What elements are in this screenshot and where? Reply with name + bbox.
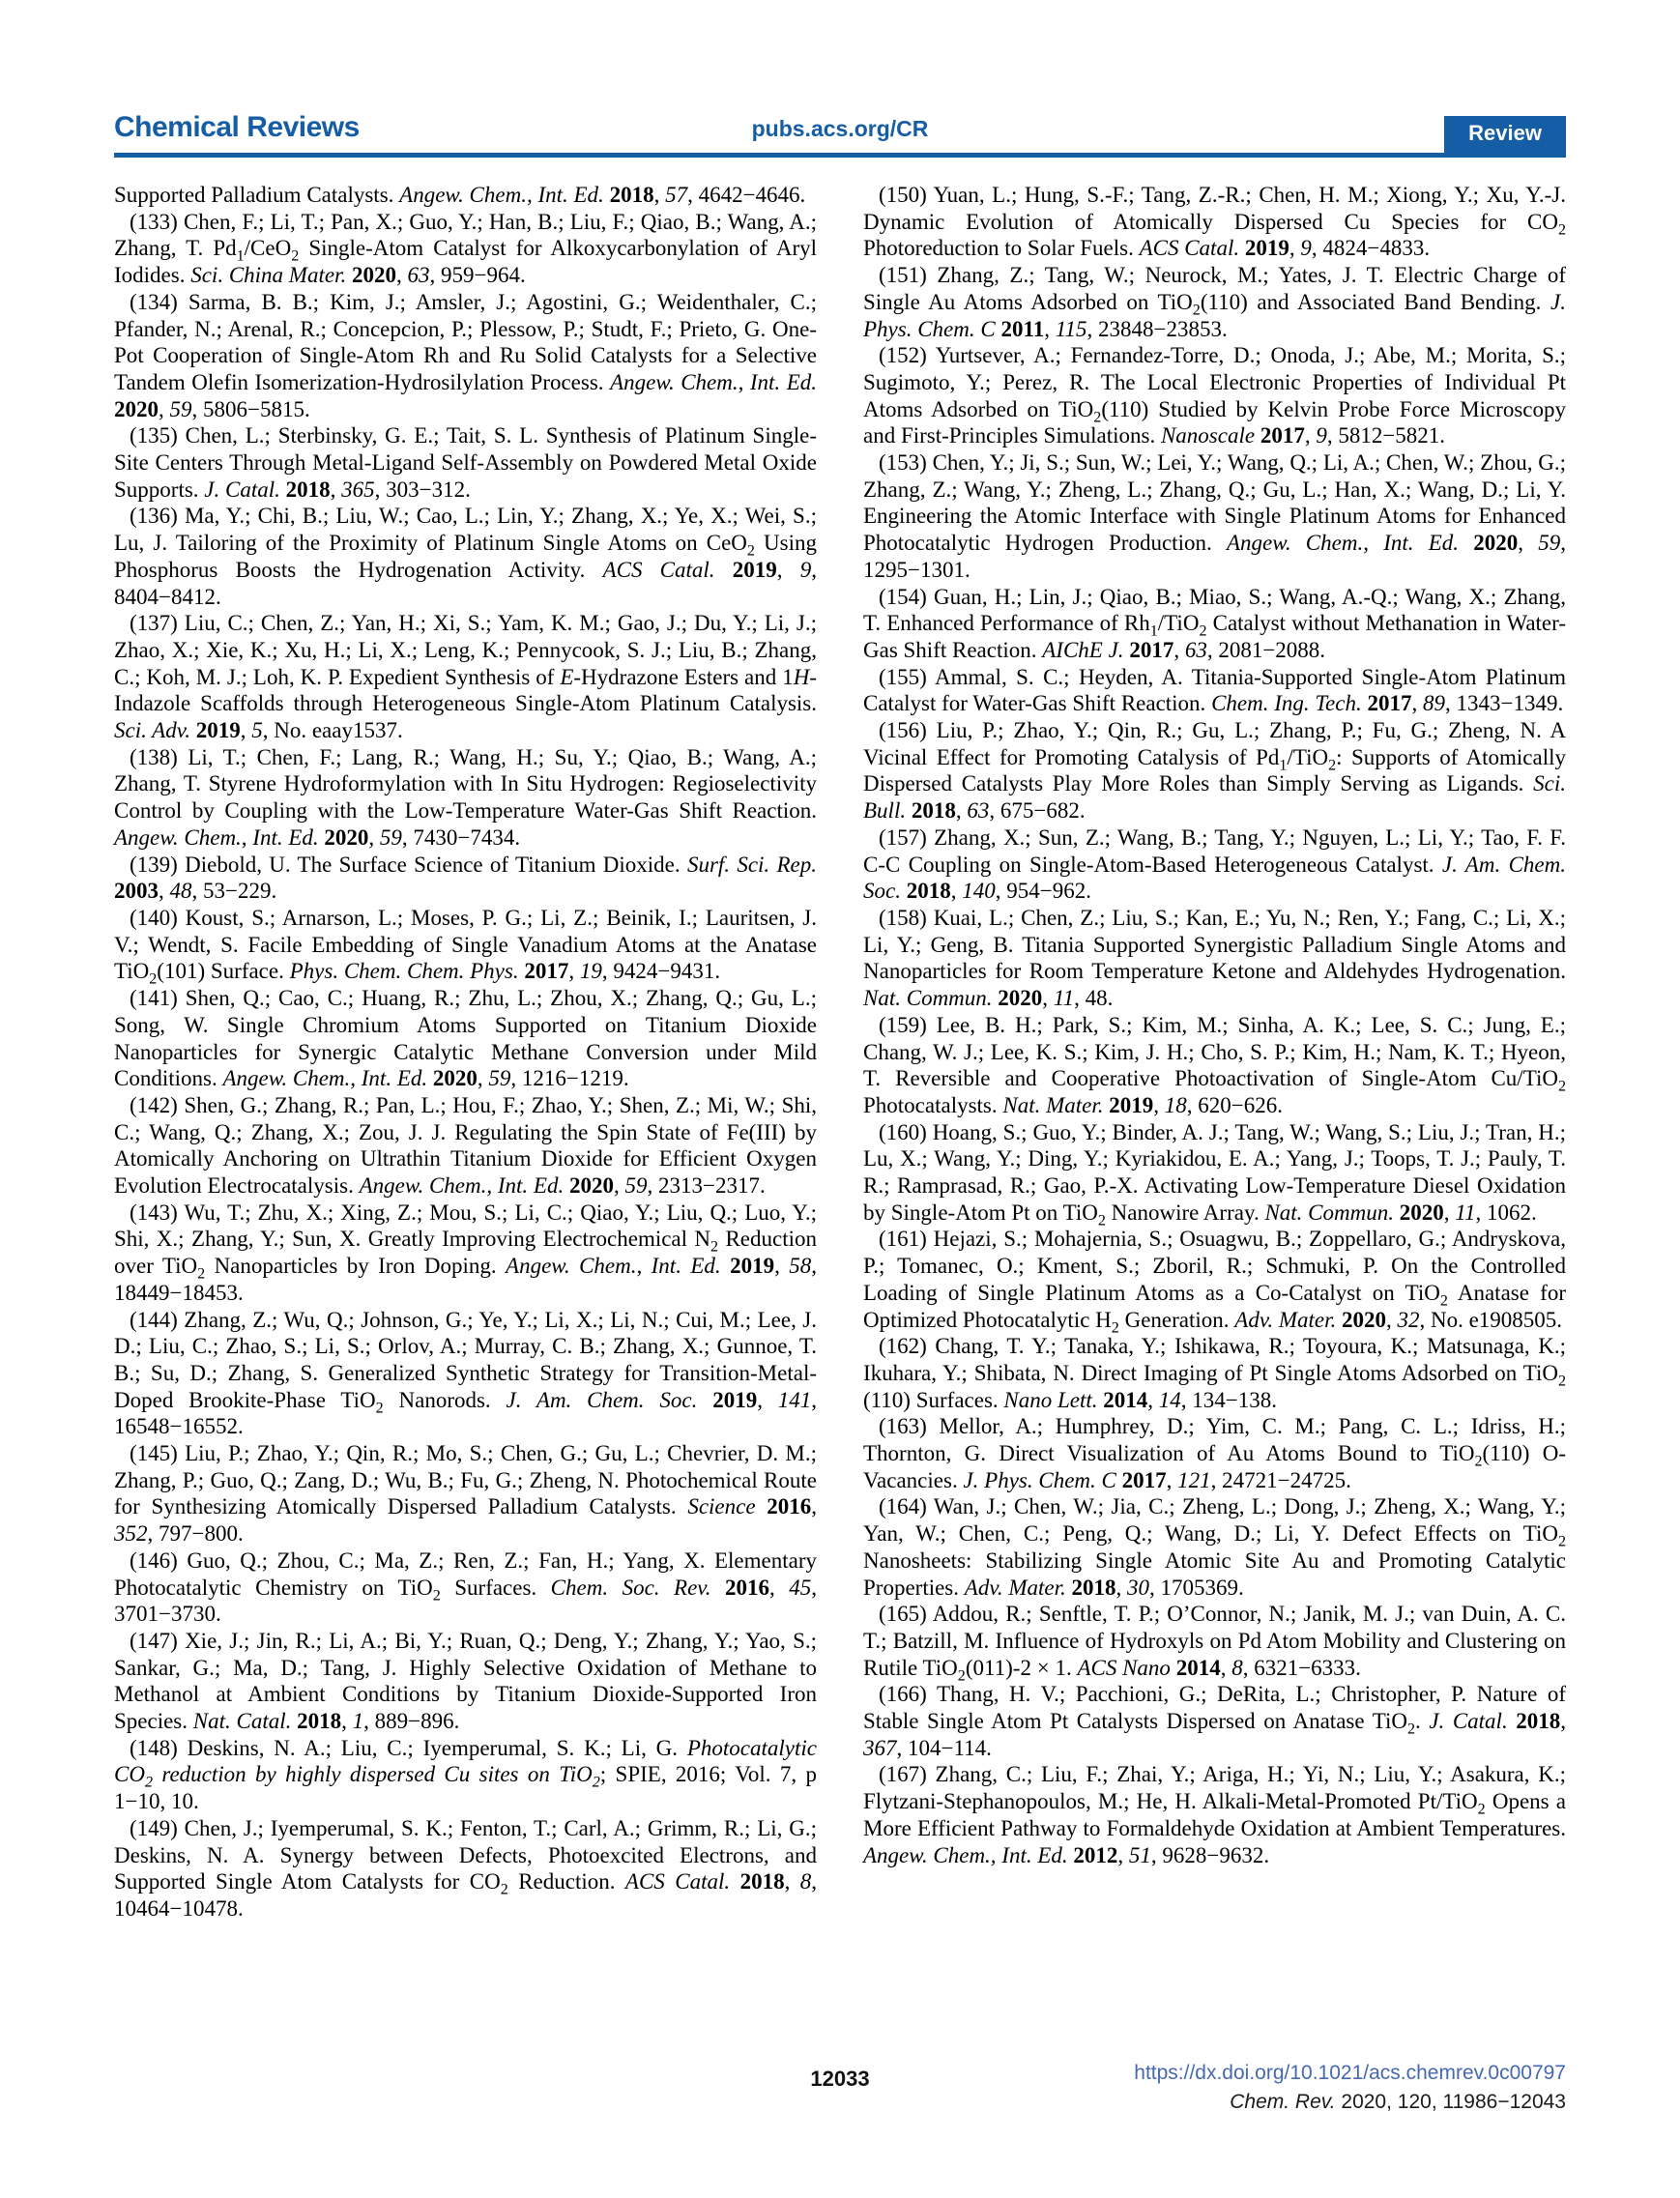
journal-url-link[interactable]: pubs.acs.org/CR — [751, 116, 929, 141]
reference-item: (136) Ma, Y.; Chi, B.; Liu, W.; Cao, L.; Lin, Y.; Zhang, X.; Ye, X.; Wei, S.; Lu, J. Tailoring of the Proximity of Platinum Single Atoms on CeO$_2$ Using Phosphorus Boosts the Hydrogenation Activity. ACS Catal. 2019, 9, 8404−8412. — [114, 504, 818, 609]
reference-item: (137) Liu, C.; Chen, Z.; Yan, H.; Xi, S.; Yam, K. M.; Gao, J.; Du, Y.; Li, J.; Zhao, X.; Xie, K.; Xu, H.; Li, X.; Leng, K.; Pennycook, S. J.; Liu, B.; Zhang, C.; Koh, M. J.; Loh, K. P. Expedient Synthesis of E-Hydrazone Esters and 1H-Indazole Scaffolds through Heterogeneous Single-Atom Platinum Catalysis. Sci. Adv. 2019, 5, No. eaay1537. — [114, 611, 817, 743]
reference-item: (151) Zhang, Z.; Tang, W.; Neurock, M.; Yates, J. T. Electric Charge of Single Au Atoms Adsorbed on TiO$_2$(110) and Associated Band Bending. J. Phys. Chem. C 2011, 115, 23848−23853. — [863, 263, 1566, 341]
journal-title: Chemical Reviews — [114, 111, 360, 143]
reference-item: (154) Guan, H.; Lin, J.; Qiao, B.; Miao, S.; Wang, A.-Q.; Wang, X.; Zhang, T. Enhanced Performance of $Rh_1/TiO_2$ Catalyst without Methanation in Water-Gas Shift Reaction. AIChE J. 2017, 63, 2081−2088. — [863, 584, 1566, 662]
reference-item: (157) Zhang, X.; Sun, Z.; Wang, B.; Tang, Y.; Nguyen, L.; Li, Y.; Tao, F. F. C-C Coupling on Single-Atom-Based Heterogeneous Catalyst. J. Am. Chem. Soc. 2018, 140, 954−962. — [863, 824, 1566, 904]
reference-item: (164) Wan, J.; Chen, W.; Jia, C.; Zheng, L.; Dong, J.; Zheng, X.; Wang, Y.; Yan, W.; Chen, C.; Peng, Q.; Wang, D.; Li, Y. Defect Effects on TiO$_2$ Nanosheets: Stabilizing Single Atomic Site Au and Promoting Catalytic Properties. Adv. Mater. 2018, 30, 1705369. — [863, 1494, 1566, 1600]
reference-item: (153) Chen, Y.; Ji, S.; Sun, W.; Lei, Y.; Wang, Q.; Li, A.; Chen, W.; Zhou, G.; Zhang, Z.; Wang, Y.; Zheng, L.; Zhang, Q.; Gu, L.; Han, X.; Wang, D.; Li, Y. Engineering the Atomic Interface with Single Platinum Atoms for Enhanced Photocatalytic Hydrogen Production. Angew. Chem., Int. Ed. 2020, 59, 1295−1301. — [863, 450, 1566, 582]
column-right — [863, 182, 1566, 1923]
reference-item: (147) Xie, J.; Jin, R.; Li, A.; Bi, Y.; Ruan, Q.; Deng, Y.; Zhang, Y.; Yao, S.; Sankar, G.; Ma, D.; Tang, J. Highly Selective Oxidation of Methane to Methanol at Ambient Conditions by Titanium Dioxide-Supported Iron Species. Nat. Catal. 2018, 1, 889−896. — [114, 1628, 817, 1734]
reference-item: (152) Yurtsever, A.; Fernandez-Torre, D.; Onoda, J.; Abe, M.; Morita, S.; Sugimoto, Y.; Perez, R. The Local Electronic Properties of Individual Pt Atoms Adsorbed on TiO$_2$(110) Studied by Kelvin Probe Force Microscopy and First-Principles Simulations. Nanoscale 2017, 9, 5812−5821. — [863, 343, 1566, 448]
reference-item: (133) Chen, F.; Li, T.; Pan, X.; Guo, Y.; Han, B.; Liu, F.; Qiao, B.; Wang, A.; Zhang, T. $Pd_1/CeO_2$ Single-Atom Catalyst for Alkoxycarbonylation of Aryl Iodides. Sci. China Mater. 2020, 63, 959−964. — [114, 209, 817, 288]
reference-item: (140) Koust, S.; Arnarson, L.; Moses, P. G.; Li, Z.; Beinik, I.; Lauritsen, J. V.; Wendt, S. Facile Embedding of Single Vanadium Atoms at the Anatase TiO$_2$(101) Surface. Phys. Chem. Chem. Phys. 2017, 19, 9424−9431. — [114, 905, 817, 988]
page-number: 12033 — [810, 2067, 870, 2091]
reference-item: (146) Guo, Q.; Zhou, C.; Ma, Z.; Ren, Z.; Fan, H.; Yang, X. Elementary Photocatalytic Chemistry on TiO$_2$ Surfaces. Chem. Soc. Rev. 2016, 45, 3701−3730. — [114, 1547, 818, 1627]
reference-item: Supported Palladium Catalysts. Angew. Chem., Int. Ed. 2018, 57, 4642−4646. — [114, 183, 806, 207]
reference-item: (163) Mellor, A.; Humphrey, D.; Yim, C. M.; Pang, C. L.; Idriss, H.; Thornton, G. Direct Visualization of Au Atoms Bound to TiO$_2$(110) O-Vacancies. J. Phys. Chem. C 2017, 121, 24721−24725. — [863, 1414, 1566, 1492]
reference-item: (144) Zhang, Z.; Wu, Q.; Johnson, G.; Ye, Y.; Li, X.; Li, N.; Cui, M.; Lee, J. D.; Liu, C.; Zhao, S.; Li, S.; Orlov, A.; Murray, C. B.; Zhang, X.; Gunnoe, T. B.; Su, D.; Zhang, S. Generalized Synthetic Strategy for Transition-Metal-Doped Brookite-Phase TiO$_2$ Nanorods. J. Am. Chem. Soc. 2019, 141, 16548−16552. — [114, 1307, 818, 1439]
reference-item: (141) Shen, Q.; Cao, C.; Huang, R.; Zhu, L.; Zhou, X.; Zhang, Q.; Gu, L.; Song, W. Single Chromium Atoms Supported on Titanium Dioxide Nanoparticles for Synergic Catalytic Methane Conversion under Mild Conditions. Angew. Chem., Int. Ed. 2020, 59, 1216−1219. — [114, 986, 817, 1091]
reference-item: (166) Thang, H. V.; Pacchioni, G.; DeRita, L.; Christopher, P. Nature of Stable Single Atom Pt Catalysts Dispersed on Anatase TiO$_2$. J. Catal. 2018, 367, 104−114. — [863, 1682, 1567, 1760]
reference-item: (150) Yuan, L.; Hung, S.-F.; Tang, Z.-R.; Chen, H. M.; Xiong, Y.; Xu, Y.-J. Dynamic Evolution of Atomically Dispersed Cu Species for $CO_2$ Photoreduction to Solar Fuels. ACS Catal. 2019, 9, 4824−4833. — [863, 183, 1566, 261]
reference-item: (143) Wu, T.; Zhu, X.; Xing, Z.; Mou, S.; Li, C.; Qiao, Y.; Liu, Q.; Luo, Y.; Shi, X.; Zhang, Y.; Sun, X. Greatly Improving Electrochemical $N_2$ Reduction over TiO$_2$ Nanoparticles by Iron Doping. Angew. Chem., Int. Ed. 2019, 58, 18449−18453. — [114, 1200, 817, 1305]
reference-columns — [114, 182, 1566, 1923]
reference-item: (145) Liu, P.; Zhao, Y.; Qin, R.; Mo, S.; Chen, G.; Gu, L.; Chevrier, D. M.; Zhang, P.; Guo, Q.; Zang, D.; Wu, B.; Fu, G.; Zheng, N. Photochemical Route for Synthesizing Atomically Dispersed Palladium Catalysts. Science 2016, 352, 797−800. — [114, 1441, 818, 1547]
reference-item: (158) Kuai, L.; Chen, Z.; Liu, S.; Kan, E.; Yu, N.; Ren, Y.; Fang, C.; Li, X.; Li, Y.; Geng, B. Titania Supported Synergistic Palladium Single Atoms and Nanoparticles for Room Temperature Ketone and Aldehydes Hydrogenation. Nat. Commun. 2020, 11, 48. — [863, 905, 1566, 1011]
reference-item: (134) Sarma, B. B.; Kim, J.; Amsler, J.; Agostini, G.; Weidenthaler, C.; Pfander, N.; Arenal, R.; Concepcion, P.; Plessow, P.; Studt, F.; Prieto, G. One-Pot Cooperation of Single-Atom Rh and Ru Solid Catalysts for a Selective Tandem Olefin Isomerization-Hydrosilylation Process. Angew. Chem., Int. Ed. 2020, 59, 5806−5815. — [114, 289, 817, 421]
page-footer — [114, 2057, 1566, 2154]
doi-block — [1134, 2059, 1566, 2117]
page-header — [114, 98, 1566, 158]
reference-item: (135) Chen, L.; Sterbinsky, G. E.; Tait, S. L. Synthesis of Platinum Single-Site Centers Through Metal-Ligand Self-Assembly on Powdered Metal Oxide Supports. J. Catal. 2018, 365, 303−312. — [114, 423, 817, 502]
reference-item: (165) Addou, R.; Senftle, T. P.; O’Connor, N.; Janik, M. J.; van Duin, A. C. T.; Batzill, M. Influence of Hydroxyls on Pd Atom Mobility and Clustering on Rutile TiO$_2$(011)-2 × 1. ACS Nano 2014, 8, 6321−6333. — [863, 1602, 1566, 1685]
reference-item: (162) Chang, T. Y.; Tanaka, Y.; Ishikawa, R.; Toyoura, K.; Matsunaga, K.; Ikuhara, Y.; Shibata, N. Direct Imaging of Pt Single Atoms Adsorbed on TiO$_2$ (110) Surfaces. Nano Lett. 2014, 14, 134−138. — [863, 1334, 1566, 1412]
review-badge: Review — [1444, 116, 1566, 153]
reference-item: (142) Shen, G.; Zhang, R.; Pan, L.; Hou, F.; Zhao, Y.; Shen, Z.; Mi, W.; Shi, C.; Wang, Q.; Zhang, X.; Zou, J. J. Regulating the Spin State of Fe(III) by Atomically Anchoring on Ultrathin Titanium Dioxide for Efficient Oxygen Evolution Electrocatalysis. Angew. Chem., Int. Ed. 2020, 59, 2313−2317. — [114, 1092, 817, 1199]
reference-item: (160) Hoang, S.; Guo, Y.; Binder, A. J.; Tang, W.; Wang, S.; Liu, J.; Tran, H.; Lu, X.; Wang, Y.; Ding, Y.; Kyriakidou, E. A.; Yang, J.; Toops, T. J.; Pauly, T. R.; Ramprasad, R.; Gao, P.-X. Activating Low-Temperature Diesel Oxidation by Single-Atom Pt on TiO$_2$ Nanowire Array. Nat. Commun. 2020, 11, 1062. — [863, 1119, 1566, 1229]
journal-citation: Chem. Rev. 2020, 120, 11986−12043 — [1230, 2091, 1566, 2113]
reference-item: (139) Diebold, U. The Surface Science of Titanium Dioxide. Surf. Sci. Rep. 2003, 48, 53−229. — [114, 852, 817, 904]
reference-item: (156) Liu, P.; Zhao, Y.; Qin, R.; Gu, L.; Zhang, P.; Fu, G.; Zheng, N. A Vicinal Effect for Promoting Catalysis of $Pd_1/TiO_2$: Supports of Atomically Dispersed Catalysts Play More Roles than Simply Serving as Ligands. Sci. Bull. 2018, 63, 675−682. — [863, 718, 1566, 824]
column-left — [114, 182, 817, 1923]
reference-item: (167) Zhang, C.; Liu, F.; Zhai, Y.; Ariga, H.; Yi, N.; Liu, Y.; Asakura, K.; Flytzani-Stephanopoulos, M.; He, H. Alkali-Metal-Promoted Pt/TiO$_2$ Opens a More Efficient Pathway to Formaldehyde Oxidation at Ambient Temperatures. Angew. Chem., Int. Ed. 2012, 51, 9628−9632. — [863, 1762, 1566, 1867]
reference-item: (149) Chen, J.; Iyemperumal, S. K.; Fenton, T.; Carl, A.; Grimm, R.; Li, G.; Deskins, N. A. Synergy between Defects, Photoexcited Electrons, and Supported Single Atom Catalysts for $CO_2$ Reduction. ACS Catal. 2018, 8, 10464−10478. — [114, 1815, 817, 1921]
reference-item: (155) Ammal, S. C.; Heyden, A. Titania-Supported Single-Atom Platinum Catalyst for Water-Gas Shift Reaction. Chem. Ing. Tech. 2017, 89, 1343−1349. — [863, 664, 1566, 716]
reference-item: (138) Li, T.; Chen, F.; Lang, R.; Wang, H.; Su, Y.; Qiao, B.; Wang, A.; Zhang, T. Styrene Hydroformylation with In Situ Hydrogen: Regioselectivity Control by Coupling with the Low-Temperature Water-Gas Shift Reaction. Angew. Chem., Int. Ed. 2020, 59, 7430−7434. — [114, 744, 817, 850]
reference-item: (159) Lee, B. H.; Park, S.; Kim, M.; Sinha, A. K.; Lee, S. C.; Jung, E.; Chang, W. J.; Lee, K. S.; Kim, J. H.; Cho, S. P.; Kim, H.; Nam, K. T.; Hyeon, T. Reversible and Cooperative Photoactivation of Single-Atom Cu/TiO$_2$ Photocatalysts. Nat. Mater. 2019, 18, 620−626. — [863, 1012, 1566, 1117]
reference-item: (148) Deskins, N. A.; Liu, C.; Iyemperumal, S. K.; Li, G. Photocatalytic $CO_2$ reduction by highly dispersed Cu sites on TiO$_2$; SPIE, 2016; Vol. 7, p 1−10, 10. — [114, 1735, 817, 1814]
reference-item: (161) Hejazi, S.; Mohajernia, S.; Osuagwu, B.; Zoppellaro, G.; Andryskova, P.; Tomanec, O.; Kment, S.; Zboril, R.; Schmuki, P. On the Controlled Loading of Single Platinum Atoms as a Co-Catalyst on TiO$_2$ Anatase for Optimized Photocatalytic $H_2$ Generation. Adv. Mater. 2020, 32, No. e1908505. — [863, 1227, 1566, 1337]
doi-link[interactable]: https://dx.doi.org/10.1021/acs.chemrev.0c00797 — [1134, 2062, 1566, 2084]
